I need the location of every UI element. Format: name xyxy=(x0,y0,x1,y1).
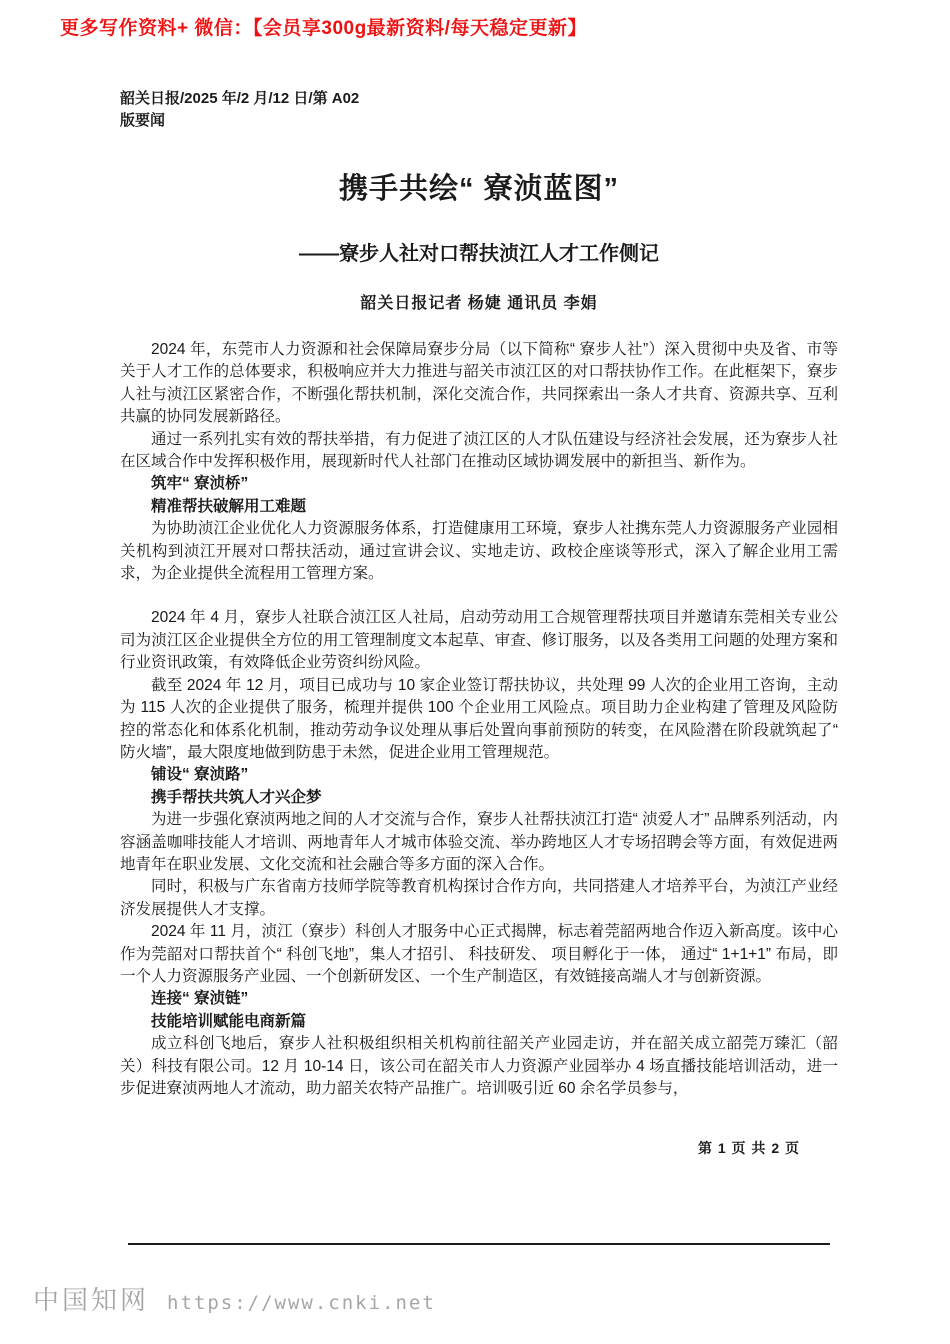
article-title: 携手共绘“ 寮浈蓝图” xyxy=(338,173,620,205)
section-heading: 连接“ 寮浈链” xyxy=(151,990,249,1008)
publication-header xyxy=(120,88,838,132)
footer-divider-line xyxy=(128,1243,830,1245)
paragraph: 同时，积极与广东省南方技师学院等教育机构探讨合作方向，共同搭建人才培养平台，为浈江产业经济发展提供人才支撑。 xyxy=(120,878,838,918)
paragraph: 通过一系列扎实有效的帮扶举措，有力促进了浈江区的人才队伍建设与经济社会发展，还为寮步人社在区域合作中发挥积极作用，展现新时代人社部门在推动区域协调发展中的新担当、新作为。 xyxy=(120,430,838,471)
cnki-url: https://www.cnki.net xyxy=(167,1292,436,1314)
publication-source-line: 韶关日报/2025 年/2 月/12 日/第 A02 xyxy=(120,90,360,107)
page-number-indicator: 第 1 页 共 2 页 xyxy=(697,1140,800,1156)
section-subheading: 精准帮扶破解用工难题 xyxy=(151,497,307,515)
cnki-logo-text: 中国知网 xyxy=(33,1286,150,1315)
paragraph: 2024 年 4 月，寮步人社联合浈江区人社局，启动劳动用工合规管理帮扶项目并邀请东莞相关专业公司为浈江区企业提供全方位的用工管理制度文本起草、审查、修订服务，以及各类用工问题的处理方案和行业资讯政策，有效降低企业劳资纠纷风险。 xyxy=(120,609,838,672)
article-content xyxy=(120,88,838,1100)
cnki-watermark xyxy=(33,1280,436,1317)
paragraph: 2024 年，东莞市人力资源和社会保障局寮步分局（以下简称“ 寮步人社”）深入贯彻中央及省、市等关于人才工作的总体要求，积极响应并大力推进与韶关市浈江区的对口帮扶协作工作。在此框架下，寮步人社与浈江区紧密合作，不断强化帮扶机制，深化交流合作，共同探索出一条人才共育、资源共享、互利共赢的协同发展新路径。 xyxy=(120,341,838,426)
section-heading: 铺设“ 寮浈路” xyxy=(151,766,249,784)
paragraph: 为进一步强化寮浈两地之间的人才交流与合作，寮步人社帮扶浈江打造“ 浈爱人才” 品牌系列活动，内容涵盖咖啡技能人才培训、两地青年人才城市体验交流、举办跨地区人才专场招聘会等方面，有效促进两地青年在职业发展、文化交流和社会融合等多方面的深入合作。 xyxy=(120,811,838,873)
promo-banner: 更多写作资料+ 微信：【会员享300g最新资料/每天稳定更新】 xyxy=(60,18,587,39)
article-byline: 韶关日报记者 杨婕 通讯员 李娟 xyxy=(360,295,598,312)
section-subheading: 携手帮扶共筑人才兴企梦 xyxy=(151,788,322,806)
article-body xyxy=(120,339,838,1100)
section-subheading: 技能培训赋能电商新篇 xyxy=(151,1012,307,1030)
paragraph: 2024 年 11 月，浈江（寮步）科创人才服务中心正式揭牌，标志着莞韶两地合作迈入新高度。该中心作为莞韶对口帮扶首个“ 科创飞地”，集人才招引、 科技研发、 项目孵化于一体， 通过“ 1+1+1” 布局，即一个人力资源服务产业园、一个创新研发区、一个生产制造区，有效链接高端人才与创新资源。 xyxy=(120,923,838,985)
publication-section-line: 版要闻 xyxy=(120,112,166,129)
paragraph: 为协助浈江企业优化人力资源服务体系，打造健康用工环境，寮步人社携东莞人力资源服务产业园相关机构到浈江开展对口帮扶活动，通过宣讲会议、实地走访、政校企座谈等形式，深入了解企业用工需求，为企业提供全流程用工管理方案。 xyxy=(120,520,838,583)
article-subtitle: ——寮步人社对口帮扶浈江人才工作侧记 xyxy=(299,243,659,265)
paragraph: 截至 2024 年 12 月，项目已成功与 10 家企业签订帮扶协议，共处理 99 人次的企业用工咨询，主动为 115 人次的企业提供了服务，梳理并提供 100 个企业用工风险点。项目助力企业构建了管理及风险防控的常态化和体系化机制，推动劳动争议处理从事后处置向事前预防的转变，在风险潜在阶段就筑起了“ 防火墙”，最大限度地做到防患于未然，促进企业用工管理规范。 xyxy=(120,676,838,761)
paragraph: 成立科创飞地后，寮步人社积极组织相关机构前往韶关产业园走访，并在韶关成立韶莞万臻汇（韶关）科技有限公司。12 月 10-14 日，该公司在韶关市人力资源产业园举办 4 场直播技能培训活动，进一步促进寮浈两地人才流动，助力韶关农特产品推广。培训吸引近 60 余名学员参与， xyxy=(120,1035,838,1097)
section-heading: 筑牢“ 寮浈桥” xyxy=(151,475,249,493)
